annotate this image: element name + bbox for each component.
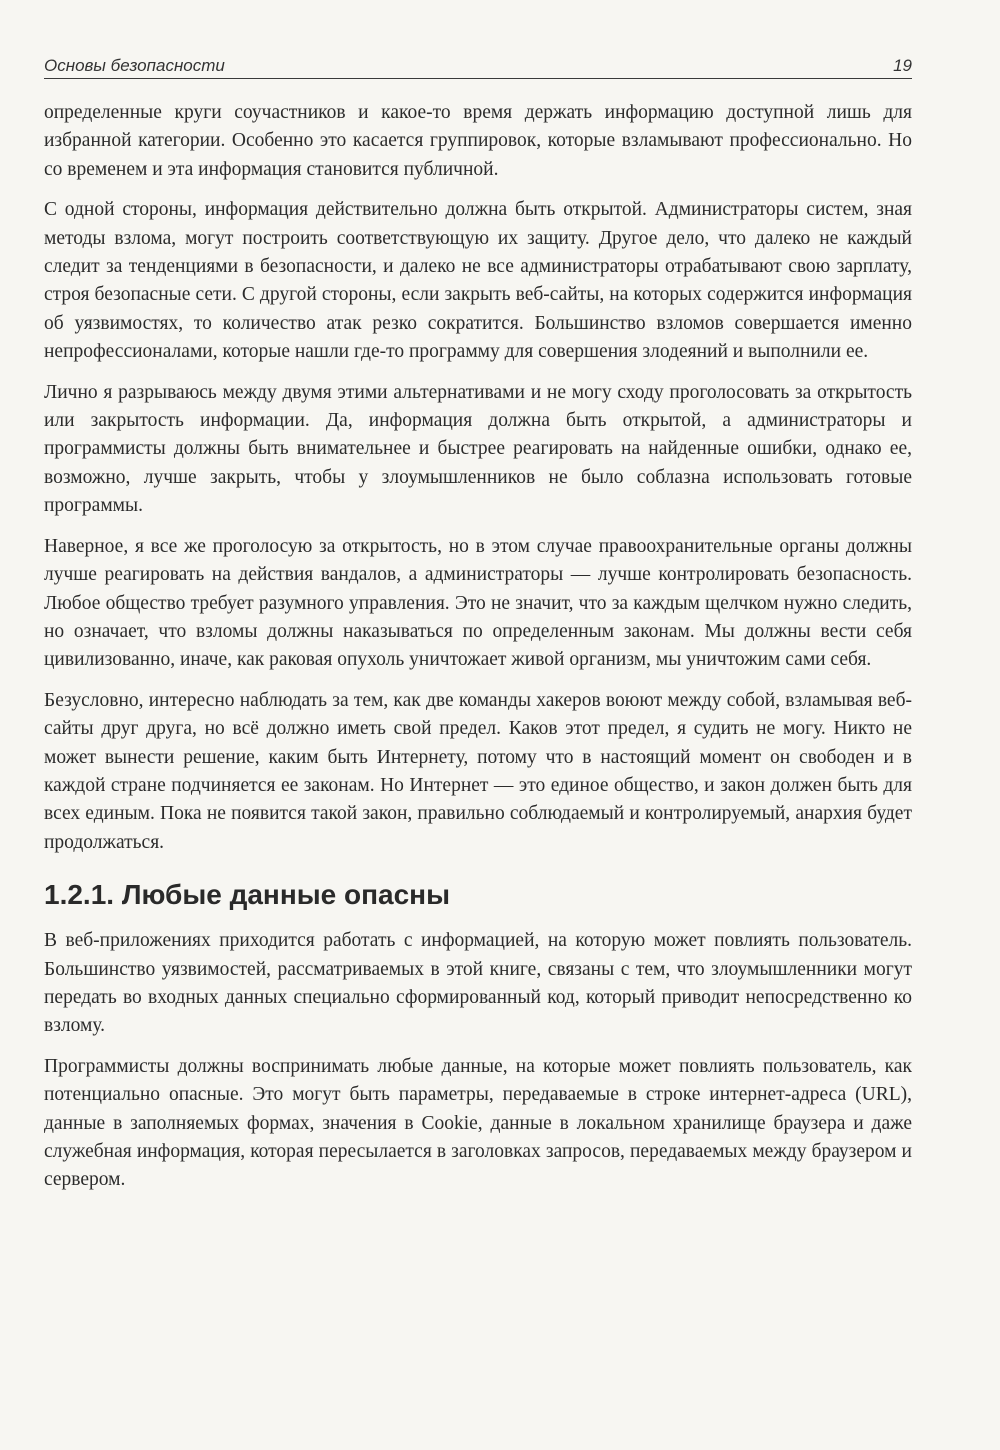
book-page [44, 52, 912, 1432]
running-header [44, 52, 912, 79]
page-number: 19 [893, 56, 912, 75]
body-text [44, 99, 912, 1195]
paragraph: Программисты должны воспринимать любые данные, на которые может повлиять пользователь, как потенциально опасные. Это могут быть параметры, передаваемые в строке интернет-адреса (URL), данные в заполняемых формах, значения в Cookie, данные в локальном хранилище браузера и даже служебная информация, которая пересылается в заголовках запросов, передаваемых между браузером и сервером. [44, 1055, 912, 1191]
paragraph: определенные круги соучастников и какое-то время держать информацию доступной лишь для избранной категории. Особенно это касается группировок, которые взламывают профессионально. Но со временем и эта информация становится публичной. [44, 102, 912, 180]
paragraph: Безусловно, интересно наблюдать за тем, как две команды хакеров воюют между собой, взламывая веб-сайты друг друга, но всё должно иметь свой предел. Каков этот предел, я судить не могу. Никто не может вынести решение, каким быть Интернету, потому что в настоящий момент он свободен и в каждой стране подчиняется ее законам. Но Интернет — это единое общество, и закон должен быть для всех единым. Пока не появится такой закон, правильно соблюдаемый и контролируемый, анархия будет продолжаться. [44, 689, 912, 853]
paragraph: Наверное, я все же проголосую за открытость, но в этом случае правоохранительные органы должны лучше реагировать на действия вандалов, а администраторы — лучше контролировать безопасность. Любое общество требует разумного управления. Это не значит, что за каждым щелчком нужно следить, но означает, что взломы должны наказываться по определенным законам. Мы должны вести себя цивилизованно, иначе, как раковая опухоль уничтожает живой организм, мы уничтожим сами себя. [44, 535, 912, 671]
running-header-title: Основы безопасности [44, 56, 225, 75]
paragraph: С одной стороны, информация действительно должна быть открытой. Администраторы систем, зная методы взлома, могут построить соответствующую их защиту. Другое дело, что далеко не каждый следит за тенденциями в безопасности, и далеко не все администраторы отрабатывают свою зарплату, строя безопасные сети. С другой стороны, если закрыть веб-сайты, на которых содержится информация об уязвимостях, то количество атак резко сократится. Большинство взломов совершается именно непрофессионалами, которые нашли где-то программу для совершения злодеяний и выполнили ее. [44, 199, 912, 363]
paragraph: В веб-приложениях приходится работать с информацией, на которую может повлиять пользователь. Большинство уязвимостей, рассматриваемых в этой книге, связаны с тем, что злоумышленники могут передать во входных данных специально сформированный код, который приводит непосредственно ко взлому. [44, 930, 912, 1037]
paragraph: Лично я разрываюсь между двумя этими альтернативами и не могу сходу проголосовать за открытость или закрытость информации. Да, информация должна быть открытой, а администраторы и программисты должны быть внимательнее и быстрее реагировать на найденные ошибки, однако ее, возможно, лучше закрыть, чтобы у злоумышленников не было соблазна использовать готовые программы. [44, 381, 912, 517]
section-heading: 1.2.1. Любые данные опасны [44, 879, 450, 911]
